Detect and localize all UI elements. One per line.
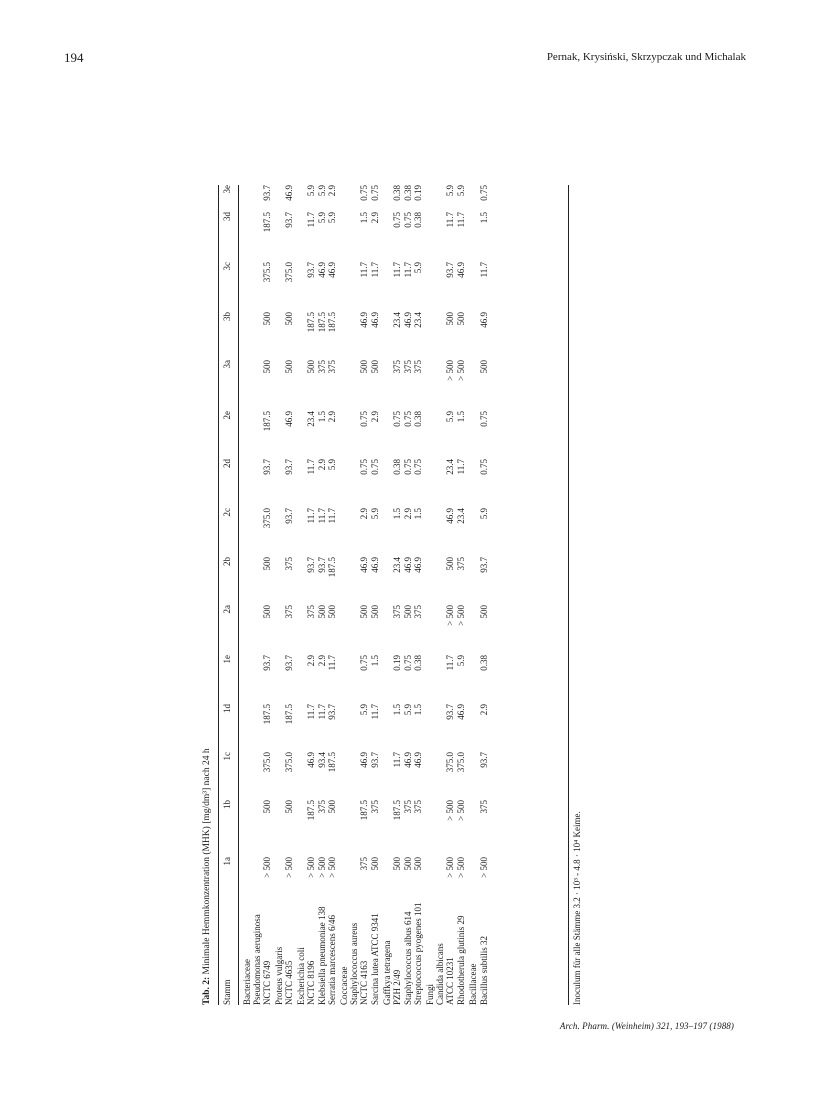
cell-2b: 23.4 — [392, 557, 402, 573]
cell-3b: 187.5 — [317, 312, 327, 333]
column-header-2a: 2a — [222, 605, 232, 614]
cell-1c: 46.9 — [403, 752, 413, 768]
cell-3d: 0.75 — [403, 212, 413, 228]
cell-3b: 46.9 — [403, 312, 413, 328]
row-label: Streptococcus pyogenes 101 — [413, 902, 423, 1005]
cell-3c: 11.7 — [392, 262, 402, 278]
cell-3e: 2.9 — [327, 185, 337, 197]
cell-3d: 5.9 — [327, 212, 337, 224]
cell-2a: 500 — [370, 605, 380, 619]
table-row — [262, 185, 273, 1005]
cell-3c: 11.7 — [359, 262, 369, 278]
cell-3a: 500 — [306, 360, 316, 374]
cell-2e: 0.38 — [413, 411, 423, 427]
cell-1e: 0.38 — [413, 655, 423, 671]
cell-3a: 500 — [262, 360, 272, 374]
cell-1b: 187.5 — [306, 800, 316, 821]
cell-1d: 11.7 — [306, 704, 316, 720]
table-row — [370, 185, 381, 1005]
cell-2a: 500 — [479, 605, 489, 619]
row-label: NCTC 8196 — [306, 960, 316, 1005]
cell-1d: 5.9 — [403, 704, 413, 716]
table-row — [479, 185, 490, 1005]
cell-3c: 11.7 — [403, 262, 413, 278]
cell-2a: > 500 — [456, 605, 466, 626]
cell-1b: 500 — [327, 800, 337, 814]
cell-1d: 187.5 — [284, 704, 294, 725]
row-label: Staphylococcus albus 614 — [403, 911, 413, 1005]
column-header-1a: 1a — [222, 857, 232, 866]
cell-2a: 500 — [317, 605, 327, 619]
cell-3a: 375 — [327, 360, 337, 374]
cell-2b: 93.7 — [306, 557, 316, 573]
cell-1e: 93.7 — [284, 655, 294, 671]
row-label: Proteus vulgaris — [274, 946, 284, 1005]
table-row — [284, 185, 295, 1005]
cell-3c: 11.7 — [370, 262, 380, 278]
table-caption — [202, 748, 212, 1005]
cell-1a: > 500 — [284, 857, 294, 878]
cell-2c: 23.4 — [456, 508, 466, 524]
cell-3a: 500 — [359, 360, 369, 374]
table-row — [392, 185, 403, 1005]
table-row — [456, 185, 467, 1005]
cell-1c: 375.0 — [284, 752, 294, 773]
stamm-header: Stamm — [222, 979, 232, 1005]
cell-2e: 187.5 — [262, 411, 272, 432]
cell-3b: 187.5 — [327, 312, 337, 333]
cell-3e: 5.9 — [317, 185, 327, 197]
cell-1b: 500 — [262, 800, 272, 814]
cell-3e: 93.7 — [262, 185, 272, 201]
cell-2d: 0.75 — [370, 459, 380, 475]
column-header-3c: 3c — [222, 262, 232, 271]
cell-1e: 93.7 — [262, 655, 272, 671]
row-label: Bacteriaceae — [242, 959, 252, 1005]
cell-3c: 375.5 — [262, 262, 272, 283]
cell-3d: 11.7 — [445, 212, 455, 228]
cell-2d: 93.7 — [284, 459, 294, 475]
cell-3e: 46.9 — [284, 185, 294, 201]
column-header-2d: 2d — [222, 459, 232, 468]
cell-2d: 2.9 — [317, 459, 327, 471]
cell-3c: 5.9 — [413, 262, 423, 274]
cell-1c: 46.9 — [306, 752, 316, 768]
row-label: Bacillus subtilis 32 — [479, 935, 489, 1005]
table-group-label-row — [468, 185, 479, 1005]
column-header-2c: 2c — [222, 508, 232, 517]
cell-3b: 46.9 — [479, 312, 489, 328]
table-footnote: Inoculum für alle Stämme 3.2 · 10³ - 4.8 · 10⁴ Keime. — [572, 811, 582, 1005]
column-header-2b: 2b — [222, 557, 232, 566]
cell-3b: 500 — [445, 312, 455, 326]
cell-1e: 0.19 — [392, 655, 402, 671]
column-header-1c: 1c — [222, 752, 232, 761]
table-row — [306, 185, 317, 1005]
cell-2b: 500 — [262, 557, 272, 571]
cell-1e: 0.75 — [359, 655, 369, 671]
cell-2d: 5.9 — [327, 459, 337, 471]
cell-1a: 500 — [392, 857, 402, 871]
cell-1c: 11.7 — [392, 752, 402, 768]
cell-1b: 375 — [317, 800, 327, 814]
row-label: Rhodotherula glutinis 29 — [456, 915, 466, 1005]
cell-1d: 1.5 — [413, 704, 423, 716]
cell-3d: 93.7 — [284, 212, 294, 228]
cell-3d: 1.5 — [359, 212, 369, 224]
cell-3b: 187.5 — [306, 312, 316, 333]
cell-3c: 46.9 — [327, 262, 337, 278]
row-label: Serratia marcescens 6/46 — [327, 915, 337, 1005]
cell-3b: 23.4 — [413, 312, 423, 328]
cell-2c: 1.5 — [413, 508, 423, 520]
cell-1b: 375 — [413, 800, 423, 814]
cell-2b: 46.9 — [413, 557, 423, 573]
cell-1e: 2.9 — [306, 655, 316, 667]
cell-1b: 187.5 — [392, 800, 402, 821]
cell-3e: 5.9 — [306, 185, 316, 197]
cell-3b: 46.9 — [359, 312, 369, 328]
table-rule-top — [218, 185, 219, 1005]
column-header-1e: 1e — [222, 655, 232, 664]
cell-2e: 5.9 — [445, 411, 455, 423]
cell-1a: > 500 — [262, 857, 272, 878]
cell-2e: 46.9 — [284, 411, 294, 427]
cell-2a: 500 — [403, 605, 413, 619]
column-header-1b: 1b — [222, 800, 232, 809]
cell-3e: 0.19 — [413, 185, 423, 201]
cell-1b: 375 — [370, 800, 380, 814]
cell-1b: > 500 — [456, 800, 466, 821]
cell-1a: 375 — [359, 857, 369, 871]
cell-2c: 375.0 — [262, 508, 272, 529]
cell-2d: 23.4 — [445, 459, 455, 475]
row-label: Coccaceae — [339, 966, 349, 1005]
cell-1a: > 500 — [479, 857, 489, 878]
cell-2d: 0.75 — [479, 459, 489, 475]
table-row — [327, 185, 338, 1005]
cell-2b: 187.5 — [327, 557, 337, 578]
table-rule-bottom — [568, 185, 569, 1005]
cell-2c: 5.9 — [479, 508, 489, 520]
table-row — [445, 185, 456, 1005]
table-row — [413, 185, 424, 1005]
row-label: Escherichia coli — [296, 947, 306, 1005]
cell-1e: 11.7 — [445, 655, 455, 671]
table-row — [359, 185, 370, 1005]
cell-3c: 93.7 — [445, 262, 455, 278]
row-label: Fungi — [425, 983, 435, 1005]
column-header-3a: 3a — [222, 360, 232, 369]
cell-3d: 5.9 — [317, 212, 327, 224]
cell-2b: 375 — [284, 557, 294, 571]
cell-2c: 11.7 — [317, 508, 327, 524]
cell-1c: 375.0 — [262, 752, 272, 773]
cell-1b: 187.5 — [359, 800, 369, 821]
cell-2b: 46.9 — [370, 557, 380, 573]
row-label: Gaffkya tetragena — [382, 940, 392, 1005]
table-header-row — [222, 185, 236, 1005]
cell-2b: 46.9 — [359, 557, 369, 573]
cell-3b: 500 — [262, 312, 272, 326]
cell-2a: 500 — [327, 605, 337, 619]
cell-3a: 500 — [370, 360, 380, 374]
running-header-authors: Pernak, Krysiński, Skrzypczak und Michalak — [546, 51, 746, 63]
table-caption-text: Minimale Hemmkonzentration (MHK) [mg/dm³] nach 24 h — [202, 748, 212, 977]
column-header-3e: 3e — [222, 185, 232, 194]
cell-2a: 375 — [306, 605, 316, 619]
cell-1c: 93.7 — [479, 752, 489, 768]
cell-3d: 0.75 — [392, 212, 402, 228]
cell-3c: 46.9 — [317, 262, 327, 278]
cell-1b: 375 — [403, 800, 413, 814]
cell-1e: 0.38 — [479, 655, 489, 671]
row-label: ATCC 10231 — [445, 957, 455, 1005]
row-label: NCTC 6749 — [262, 960, 272, 1005]
row-label: Klebsiella pneumoniae 138 — [317, 906, 327, 1005]
cell-3b: 500 — [284, 312, 294, 326]
column-header-3d: 3d — [222, 212, 232, 221]
cell-3d: 1.5 — [479, 212, 489, 224]
cell-1a: 500 — [370, 857, 380, 871]
page-number: 194 — [64, 50, 84, 65]
table-rule-header — [238, 185, 239, 1005]
row-label: NCTC 4635 — [284, 960, 294, 1005]
cell-3e: 0.75 — [359, 185, 369, 201]
column-header-1d: 1d — [222, 704, 232, 713]
cell-3d: 2.9 — [370, 212, 380, 224]
cell-2d: 93.7 — [262, 459, 272, 475]
cell-1c: 187.5 — [327, 752, 337, 773]
cell-2a: 375 — [284, 605, 294, 619]
cell-2a: 500 — [262, 605, 272, 619]
row-label: PZH 2/49 — [392, 969, 402, 1005]
cell-1d: 1.5 — [392, 704, 402, 716]
cell-1a: > 500 — [445, 857, 455, 878]
cell-2a: 375 — [392, 605, 402, 619]
cell-3a: 500 — [479, 360, 489, 374]
cell-1e: 1.5 — [370, 655, 380, 667]
cell-1b: 500 — [284, 800, 294, 814]
rotated-table-block — [202, 185, 587, 1005]
table-caption-label: Tab. 2: — [202, 976, 212, 1005]
column-header-2e: 2e — [222, 411, 232, 420]
cell-1d: 11.7 — [317, 704, 327, 720]
cell-3b: 23.4 — [392, 312, 402, 328]
cell-1d: 187.5 — [262, 704, 272, 725]
cell-3c: 93.7 — [306, 262, 316, 278]
cell-1a: 500 — [403, 857, 413, 871]
cell-1c: 46.9 — [413, 752, 423, 768]
cell-2c: 2.9 — [359, 508, 369, 520]
cell-3b: 500 — [456, 312, 466, 326]
cell-2a: 375 — [413, 605, 423, 619]
cell-1d: 2.9 — [479, 704, 489, 716]
cell-3a: 375 — [413, 360, 423, 374]
cell-3e: 0.75 — [370, 185, 380, 201]
cell-3e: 0.38 — [403, 185, 413, 201]
cell-2d: 11.7 — [456, 459, 466, 475]
cell-3a: 375 — [392, 360, 402, 374]
cell-2e: 0.75 — [359, 411, 369, 427]
cell-1d: 5.9 — [359, 704, 369, 716]
cell-2d: 0.75 — [403, 459, 413, 475]
cell-3d: 11.7 — [306, 212, 316, 228]
cell-2c: 93.7 — [284, 508, 294, 524]
cell-1c: 375.0 — [456, 752, 466, 773]
cell-2d: 11.7 — [306, 459, 316, 475]
cell-1e: 5.9 — [456, 655, 466, 667]
cell-2c: 46.9 — [445, 508, 455, 524]
row-label: Bacillaceae — [468, 963, 478, 1005]
cell-3e: 5.9 — [456, 185, 466, 197]
cell-3d: 0.38 — [413, 212, 423, 228]
cell-3c: 11.7 — [479, 262, 489, 278]
cell-2e: 23.4 — [306, 411, 316, 427]
cell-2c: 1.5 — [392, 508, 402, 520]
cell-2b: 500 — [445, 557, 455, 571]
cell-1d: 93.7 — [445, 704, 455, 720]
row-label: NCTC 4163 — [359, 960, 369, 1005]
cell-1a: > 500 — [317, 857, 327, 878]
cell-2a: > 500 — [445, 605, 455, 626]
cell-3c: 375.0 — [284, 262, 294, 283]
cell-3c: 46.9 — [456, 262, 466, 278]
cell-3e: 0.75 — [479, 185, 489, 201]
cell-1d: 46.9 — [456, 704, 466, 720]
cell-3e: 0.38 — [392, 185, 402, 201]
cell-1a: > 500 — [456, 857, 466, 878]
cell-2d: 0.38 — [392, 459, 402, 475]
cell-1c: 93.4 — [317, 752, 327, 768]
row-label: Pseudomonas aeruginosa — [252, 914, 262, 1005]
cell-1b: > 500 — [445, 800, 455, 821]
cell-3b: 46.9 — [370, 312, 380, 328]
cell-3a: > 500 — [445, 360, 455, 381]
cell-2d: 0.75 — [413, 459, 423, 475]
cell-1d: 11.7 — [370, 704, 380, 720]
cell-1c: 46.9 — [359, 752, 369, 768]
cell-2e: 1.5 — [456, 411, 466, 423]
cell-2e: 0.75 — [392, 411, 402, 427]
cell-2e: 1.5 — [317, 411, 327, 423]
column-header-3b: 3b — [222, 312, 232, 321]
cell-2d: 0.75 — [359, 459, 369, 475]
cell-3a: 500 — [284, 360, 294, 374]
cell-2c: 11.7 — [327, 508, 337, 524]
cell-3a: 375 — [403, 360, 413, 374]
row-label: Sarcina lutea ATCC 9341 — [370, 913, 380, 1005]
cell-2b: 93.7 — [479, 557, 489, 573]
cell-3a: > 500 — [456, 360, 466, 381]
journal-citation: Arch. Pharm. (Weinheim) 321, 193–197 (1988) — [559, 1021, 734, 1031]
cell-2e: 0.75 — [403, 411, 413, 427]
cell-1e: 0.75 — [403, 655, 413, 671]
cell-2b: 46.9 — [403, 557, 413, 573]
cell-1e: 2.9 — [317, 655, 327, 667]
cell-3d: 187.5 — [262, 212, 272, 233]
cell-1b: 375 — [479, 800, 489, 814]
cell-2c: 11.7 — [306, 508, 316, 524]
cell-2b: 93.7 — [317, 557, 327, 573]
cell-2b: 375 — [456, 557, 466, 571]
cell-2e: 2.9 — [327, 411, 337, 423]
cell-1d: 93.7 — [327, 704, 337, 720]
cell-3a: 375 — [317, 360, 327, 374]
cell-2c: 2.9 — [403, 508, 413, 520]
cell-1a: > 500 — [306, 857, 316, 878]
cell-2a: 500 — [359, 605, 369, 619]
cell-2e: 0.75 — [479, 411, 489, 427]
row-label: Candida albicans — [435, 943, 445, 1005]
cell-1c: 375.0 — [445, 752, 455, 773]
cell-2c: 5.9 — [370, 508, 380, 520]
row-label: Staphylococcus aureus — [349, 922, 359, 1005]
cell-1a: > 500 — [327, 857, 337, 878]
cell-3e: 5.9 — [445, 185, 455, 197]
cell-3d: 11.7 — [456, 212, 466, 228]
cell-1a: 500 — [413, 857, 423, 871]
cell-1e: 11.7 — [327, 655, 337, 671]
cell-1c: 93.7 — [370, 752, 380, 768]
cell-2e: 2.9 — [370, 411, 380, 423]
